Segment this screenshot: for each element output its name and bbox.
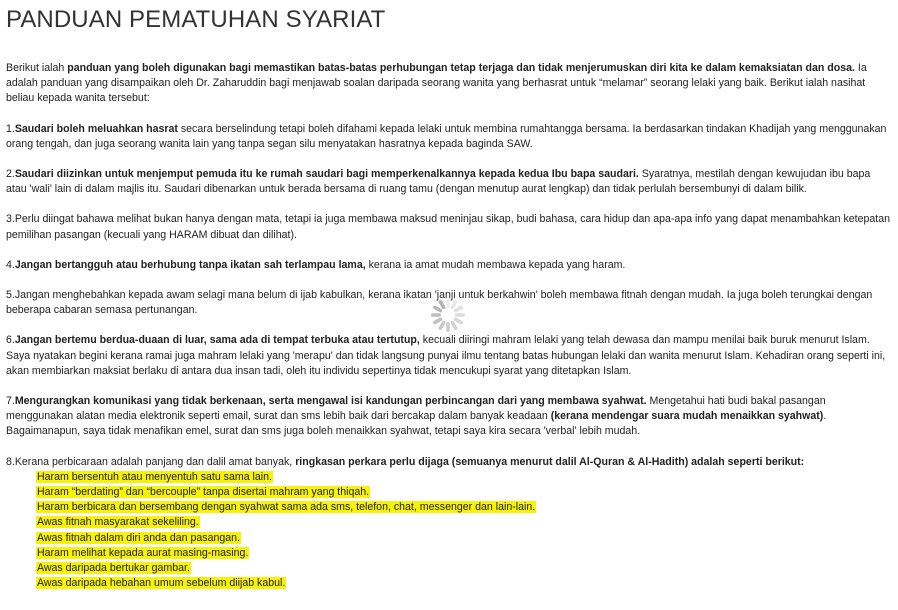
- list-item: [36, 500, 890, 515]
- list-item: [36, 576, 890, 591]
- intro-paragraph: [6, 61, 890, 107]
- page-title: PANDUAN PEMATUHAN SYARIAT: [6, 6, 386, 33]
- spinner-spoke: [455, 313, 465, 317]
- summary-list: [6, 470, 890, 592]
- item-bold: Jangan bertangguh atau berhubung tanpa ikatan sah terlampau lama,: [14, 258, 366, 271]
- list-item: [36, 546, 890, 561]
- item-text-2: . Bagaimanapun, saya tidak menafikan emel, surat dan sms juga boleh menaikkan syahwat, tetapi saya kira secara 'verbal' lebih mudah.: [6, 410, 827, 438]
- highlighted-text: Haram bersentuh atau menyentuh satu sama lain.: [37, 470, 272, 483]
- highlighted-text: Awas daripada hebahan umum sebelum diijab kabul.: [37, 577, 286, 590]
- item-text: Mengetahui hati budi bakal pasangan menggunakan alatan media elektronik seperti email, surat dan sms lebih baik dari bercakap dalam banyak keadaan: [6, 395, 826, 423]
- spinner-spoke: [446, 322, 450, 332]
- item-number: 1.: [6, 122, 15, 135]
- highlighted-text: Awas fitnah masyarakat sekeliling.: [37, 516, 199, 529]
- highlighted-text: Haram berbicara dan bersembang dengan syahwat sama ada sms, telefon, chat, messenger dan lain-lain.: [37, 501, 536, 514]
- item-number: 7.: [6, 395, 15, 408]
- loading-spinner-icon: [429, 296, 467, 334]
- spinner-spoke: [431, 313, 441, 317]
- item-text: kerana ia amat mudah membawa kepada yang haram.: [365, 258, 626, 271]
- guideline-item-3: [6, 212, 890, 242]
- item-text: 8.Kerana perbicaraan adalah panjang dan dalil amat banyak,: [6, 455, 296, 468]
- highlighted-text: Haram melihat kepada aurat masing-masing.: [37, 546, 249, 559]
- spinner-spokes: [431, 298, 465, 332]
- item-bold: ringkasan perkara perlu dijaga (semuanya menurut dalil Al-Quran & Al-Hadith) adalah seperti berikut:: [295, 455, 805, 468]
- item-number: 4.: [6, 258, 15, 271]
- item-text: kecuali diiringi mahram lelaki yang telah dewasa dan mampu menilai baik buruk menurut Islam. Saya nyatakan begini kerana ramai juga mahram lelaki yang 'merapu' dan tidak langsung punyai ilmu tentang batas hubungan lelaki dan wanita menurut Islam. Kehadiran orang seperti ini, akan membiarkan maksiat berlaku di antara dua insan tadi, oleh itu individu sepertinya tidak mencukupi syarat yang ditetapkan Islam.: [6, 334, 886, 377]
- list-item: [36, 561, 890, 576]
- item-text: Syaratnya, mestilah dengan kewujudan ibu bapa atau 'wali' lain di dalam majlis itu. Saudari dibenarkan untuk berada bersama di ruang tamu (dengan menutup aurat lengkap) dan tidak perlulah bersembunyi di dalam bilik.: [6, 168, 871, 196]
- intro-text: Berikut ialah: [6, 62, 68, 74]
- guideline-item-1: [6, 122, 890, 152]
- highlighted-text: Haram “berdating” dan “bercouple” tanpa disertai mahram yang thiqah.: [37, 486, 370, 499]
- item-text: secara berselindung tetapi boleh difahami kepada lelaki untuk membina rumahtangga bersama. Ia berdasarkan tindakan Khadijah yang menggunakan orang tengah, dan juga seorang wanita lain yang tanpa segan silu menyatakan hasratnya kepada baginda SAW.: [6, 122, 887, 150]
- item-bold-2: (kerana mendengar suara mudah menaikkan syahwat): [550, 410, 824, 423]
- guideline-item-6: [6, 333, 890, 379]
- item-number: 6.: [6, 334, 15, 347]
- item-number: 2.: [6, 168, 15, 181]
- spinner-spoke: [446, 298, 450, 308]
- list-item: [36, 470, 890, 485]
- guideline-item-4: [6, 258, 890, 273]
- intro-text-2: Ia adalah panduan yang disampaikan oleh Dr. Zaharuddin bagi menjawab soalan daripada seorang wanita yang berhasrat untuk “melamar” seorang lelaki yang baik. Berikut ialah nasihat beliau kepada wanita tersebut:: [6, 62, 867, 105]
- item-bold: Saudari boleh meluahkan hasrat: [14, 122, 178, 135]
- list-item: [36, 531, 890, 546]
- item-bold: Jangan bertemu berdua-duaan di luar, sama ada di tempat terbuka atau tertutup,: [14, 334, 420, 347]
- item-text: 5.Jangan menghebahkan kepada awam selagi mana belum di ijab kabulkan, kerana ikatan 'janji untuk berkahwin' boleh membawa fitnah dengan mudah. Ia juga boleh terungkai dengan beberapa cabaran semasa pertunangan.: [6, 289, 873, 317]
- list-item: [36, 485, 890, 500]
- item-bold: Saudari diizinkan untuk menjemput pemuda itu ke rumah saudari bagi memperkenalkannya kepada kedua Ibu bapa saudari.: [14, 168, 639, 181]
- guideline-item-8: [6, 455, 890, 470]
- list-item: [36, 515, 890, 530]
- guideline-item-7: [6, 394, 890, 440]
- item-text: 3.Perlu diingat bahawa melihat bukan hanya dengan mata, tetapi ia juga membawa maksud meninjau sikap, budi bahasa, cara hidup dan apa-apa info yang dapat menambahkan ketepatan pemilihan pasangan (kecuali yang HARAM dibuat dan dilihat).: [6, 213, 890, 241]
- highlighted-text: Awas daripada bertukar gambar.: [37, 561, 190, 574]
- highlighted-text: Awas fitnah dalam diri anda dan pasangan.: [37, 531, 240, 544]
- guideline-item-2: [6, 167, 890, 197]
- item-bold: Mengurangkan komunikasi yang tidak berkenaan, serta mengawal isi kandungan perbincangan dari yang membawa syahwat.: [14, 395, 647, 408]
- intro-bold: panduan yang boleh digunakan bagi memastikan batas-batas perhubungan tetap terjaga dan tidak menjerumuskan diri kita ke dalam kemaksiatan dan dosa.: [67, 62, 855, 74]
